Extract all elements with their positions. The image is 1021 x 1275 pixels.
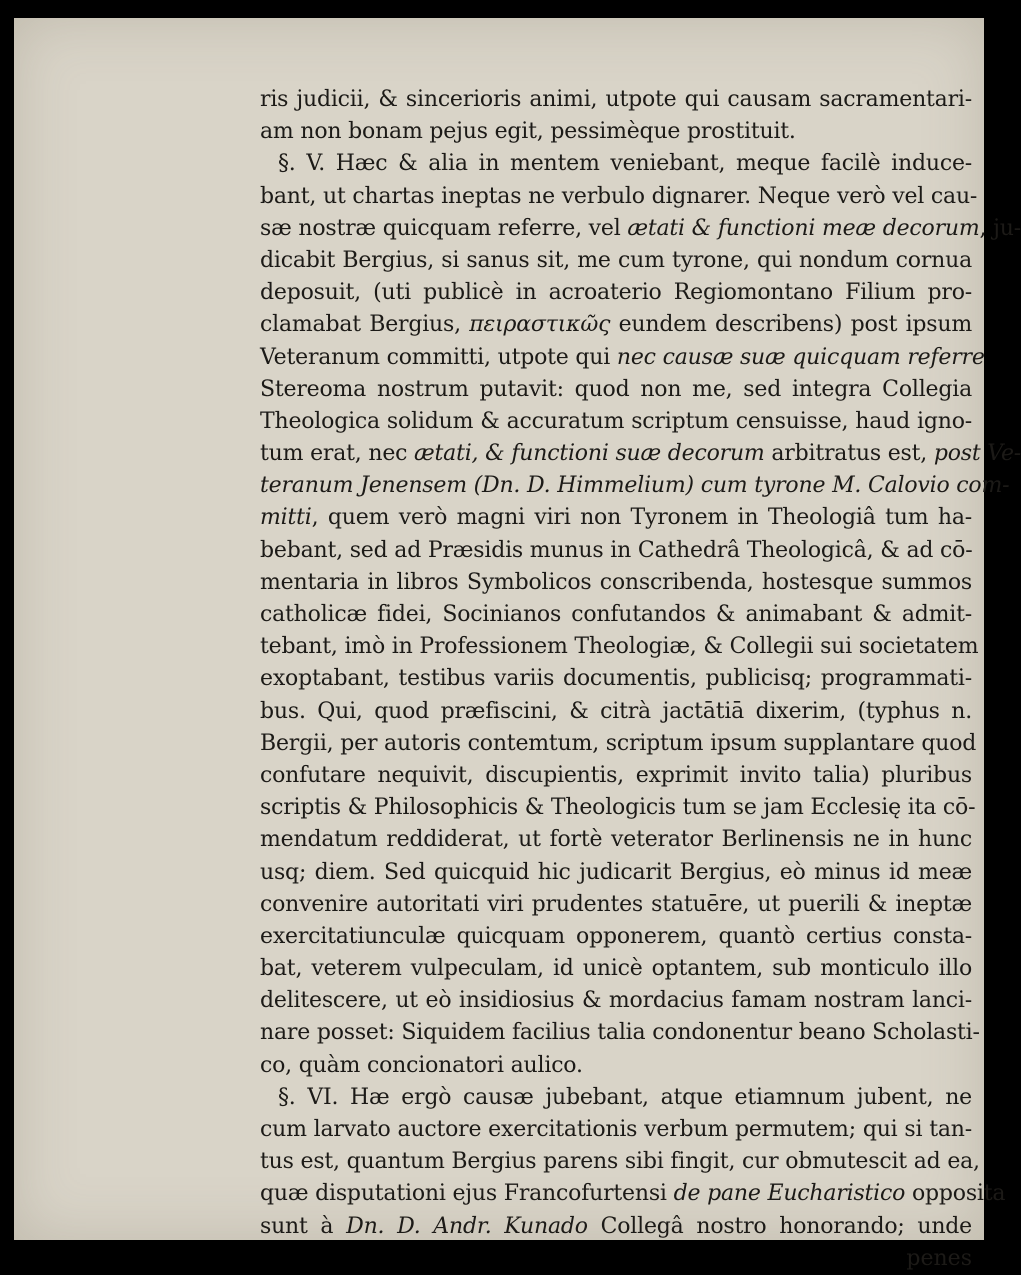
text-segment: am non bonam pejus egit, pessimèque prostituit.: [260, 119, 796, 145]
italic-segment: mitti: [260, 505, 312, 531]
italic-segment: ætati, & functioni suæ decorum: [414, 441, 765, 467]
text-segment: tebant, imò in Professionem Theologiæ, & Collegii sui societatem: [260, 634, 979, 660]
italic-segment: de pane Eucharistico: [673, 1181, 906, 1207]
text-segment: tum erat, nec: [260, 441, 415, 467]
italic-segment: Dn. D. Andr. Kunado: [346, 1213, 588, 1239]
italic-segment: ætati & functioni meæ decorum: [627, 215, 980, 241]
text-line: [260, 374, 972, 406]
text-line: [260, 309, 972, 341]
text-line: [260, 535, 972, 567]
text-line: [260, 148, 972, 180]
text-line: [260, 728, 977, 760]
text-line: [260, 663, 972, 695]
text-line: [260, 985, 972, 1017]
text-segment: , ju-: [979, 215, 1021, 241]
text-segment: Collegâ nostro honorando; unde: [587, 1213, 972, 1239]
text-line: [260, 599, 972, 631]
text-segment: quæ disputationi ejus Francofurtensi: [260, 1181, 674, 1207]
body-text: [260, 84, 1021, 1275]
text-line: [260, 1082, 972, 1114]
text-line: [260, 277, 972, 309]
text-line: [260, 1146, 980, 1178]
text-segment: usq; diem. Sed quicquid hic judicarit Bergius, eò minus id meæ: [260, 859, 972, 885]
document-page: [14, 18, 1021, 1271]
text-segment: arbitratus est,: [764, 441, 934, 467]
text-segment: confutare nequivit, discupientis, exprimit invito talia) pluribus: [260, 762, 972, 788]
text-segment: Bergii, per autoris contemtum, scriptum ipsum supplantare quod: [260, 730, 977, 756]
text-segment: mentaria in libros Symbolicos conscribenda, hostesque summos: [260, 569, 972, 595]
text-line: [260, 760, 972, 792]
text-line: [260, 116, 972, 148]
text-segment: scriptis & Philosophicis & Theologicis tum se jam Ecclesię ita cō-: [260, 795, 976, 821]
text-segment: bant, ut chartas ineptas ne verbulo dignarer. Neque verò vel cau-: [260, 183, 978, 209]
text-line: [260, 213, 1021, 245]
text-line: [260, 1017, 980, 1049]
text-line: [260, 1050, 972, 1082]
text-line: [260, 502, 972, 534]
text-line: [260, 470, 1010, 502]
text-segment: tus est, quantum Bergius parens sibi fingit, cur obmutescit ad ea,: [260, 1149, 980, 1175]
text-segment: mendatum reddiderat, ut fortè veterator Berlinensis ne in hunc: [260, 827, 972, 853]
text-segment: exercitatiunculæ quicquam opponerem, quantò certius consta-: [260, 923, 972, 949]
text-segment: bus. Qui, quod præfiscini, & citrà jactātiā dixerim, (typhus n.: [260, 698, 972, 724]
text-line: [260, 696, 972, 728]
catchword: penes: [906, 1245, 972, 1271]
text-segment: convenire autoritati viri prudentes statuēre, ut puerili & ineptæ: [260, 891, 972, 917]
text-line: [260, 84, 972, 116]
text-segment: Veteranum committi, utpote qui: [260, 344, 617, 370]
italic-segment: πειραστικῶς: [469, 312, 611, 338]
text-line: [260, 953, 972, 985]
text-segment: deposuit, (uti publicè in acroaterio Regiomontano Filium pro-: [260, 280, 972, 306]
text-line: [260, 792, 976, 824]
text-segment: clamabat Bergius,: [260, 312, 470, 338]
text-segment: bebant, sed ad Præsidis munus in Cathedrâ Theologicâ, & ad cō-: [260, 537, 973, 563]
text-segment: catholicæ fidei, Socinianos confutandos & animabant & admit-: [260, 602, 972, 627]
text-line: [260, 1114, 972, 1146]
text-segment: sæ nostræ quicquam referre, vel: [260, 215, 628, 241]
text-line: [260, 567, 972, 599]
text-line: [260, 181, 978, 213]
text-line: [260, 406, 972, 438]
text-segment: nare posset: Siquidem facilius talia condonentur beano Scholasti-: [260, 1020, 980, 1046]
text-line: [260, 889, 972, 921]
text-line: [260, 824, 972, 856]
text-segment: dicabit Bergius, si sanus sit, me cum tyrone, qui nondum cornua: [260, 247, 972, 273]
text-segment: Stereoma nostrum putavit: quod non me, sed integra Collegia: [260, 376, 972, 402]
text-segment: eundem describens) post ipsum: [610, 312, 973, 338]
italic-segment: teranum Jenensem (Dn. D. Himmelium) cum tyrone M. Calovio com-: [260, 473, 1010, 499]
text-segment: §. V. Hæc & alia in mentem veniebant, meque facilè induce-: [278, 151, 972, 177]
text-line: [260, 245, 972, 277]
text-segment: Theologica solidum & accuratum scriptum censuisse, haud igno-: [260, 408, 972, 434]
text-segment: exoptabant, testibus variis documentis, publicisq; programmati-: [260, 666, 972, 692]
text-segment: co, quàm concionatori aulico.: [260, 1052, 583, 1078]
text-segment: §. VI. Hæ ergò causæ jubebant, atque etiamnum jubent, ne: [278, 1084, 972, 1110]
text-segment: bat, veterem vulpeculam, id unicè optantem, sub monticulo illo: [260, 956, 972, 982]
text-segment: sunt à: [260, 1213, 347, 1239]
text-line: [260, 1211, 972, 1243]
text-line: [260, 342, 985, 374]
text-segment: , quem verò magni viri non Tyronem in Theologiâ tum ha-: [311, 505, 972, 531]
text-line: [260, 857, 972, 889]
text-line: [260, 631, 979, 663]
text-segment: opposita: [905, 1181, 1006, 1207]
italic-segment: post Ve-: [933, 441, 1021, 467]
text-segment: ris judicii, & sincerioris animi, utpote qui causam sacramentari-: [260, 87, 972, 112]
text-line: [260, 1178, 1006, 1210]
text-line: [260, 921, 972, 953]
text-segment: delitescere, ut eò insidiosius & mordacius famam nostram lanci-: [260, 988, 972, 1014]
italic-segment: nec causæ suæ quicquam referre: [616, 344, 985, 370]
text-line: [260, 438, 1021, 470]
text-segment: cum larvato auctore exercitationis verbum permutem; qui si tan-: [260, 1117, 972, 1142]
